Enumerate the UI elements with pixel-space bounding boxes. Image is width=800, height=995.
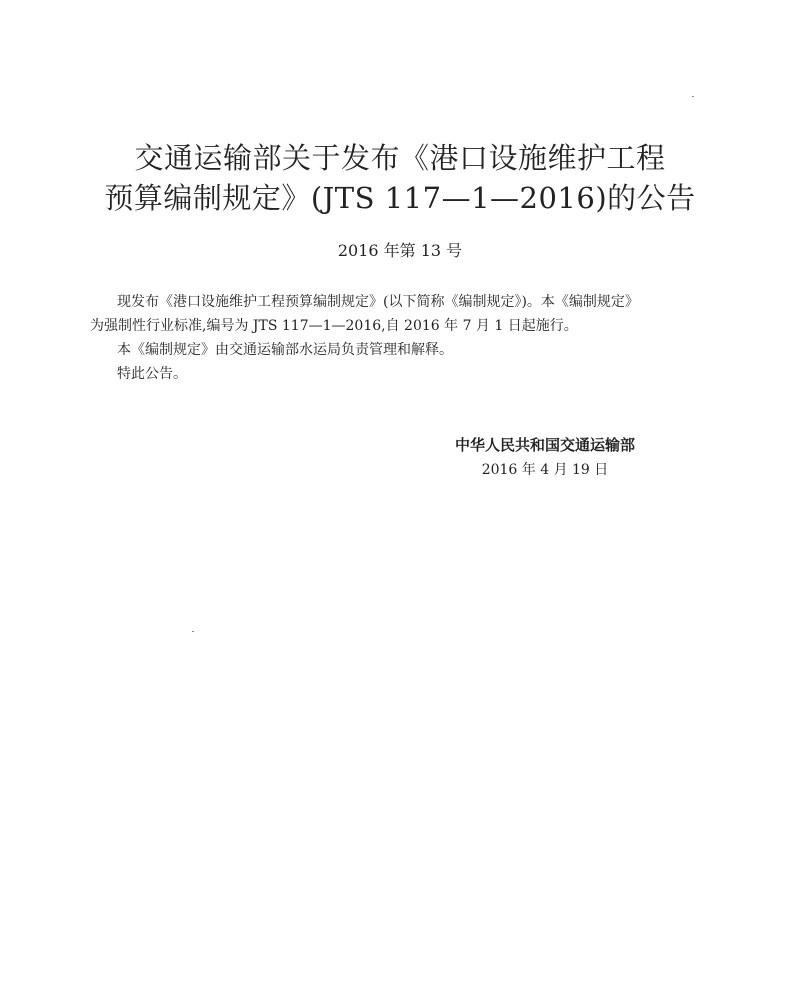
paragraph-3: 特此公告。 [117, 366, 187, 382]
title-line-1: 交通运输部关于发布《港口设施维护工程 [134, 141, 666, 175]
announcement-body [90, 290, 710, 386]
announcement-title [0, 138, 800, 218]
scan-speck [192, 631, 194, 632]
scan-speck [692, 96, 694, 97]
paragraph-1-line-1: 现发布《港口设施维护工程预算编制规定》(以下简称《编制规定》)。本《编制规定》 [117, 294, 639, 310]
issue-date: 2016 年 4 月 19 日 [481, 462, 609, 478]
signature-block [430, 433, 660, 483]
paragraph-2: 本《编制规定》由交通运输部水运局负责管理和解释。 [117, 342, 453, 358]
title-line-2: 预算编制规定》(JTS 117—1—2016)的公告 [104, 181, 696, 215]
document-number: 2016 年第 13 号 [337, 241, 463, 260]
issuing-organization: 中华人民共和国交通运输部 [454, 436, 635, 454]
paragraph-1-line-2: 为强制性行业标准,编号为 JTS 117—1—2016,自 2016 年 7 月 1 日起施行。 [90, 318, 578, 334]
